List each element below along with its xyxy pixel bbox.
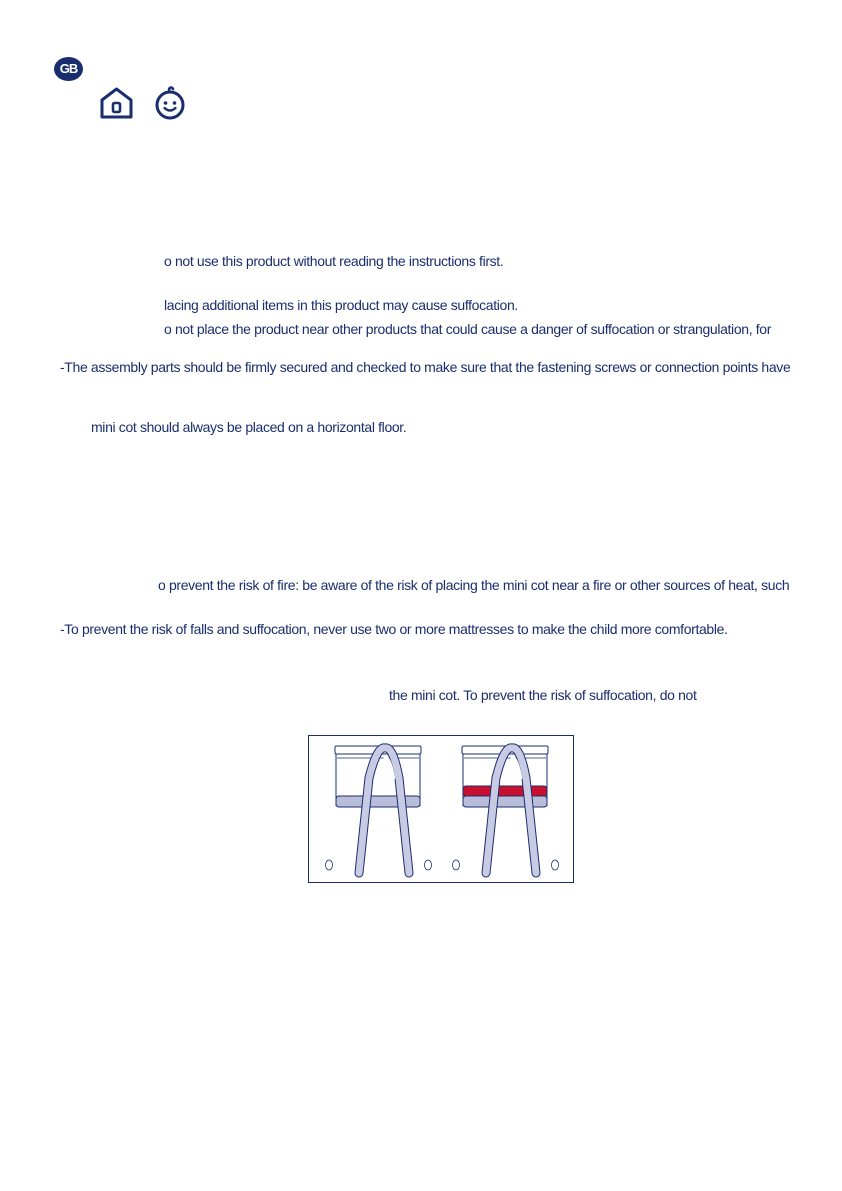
cot-single-mattress: [326, 746, 432, 873]
mattress-illustration: [308, 735, 574, 883]
extra-mattress: [463, 786, 547, 796]
instruction-line-1: o not use this product without reading the instructions first.: [164, 253, 504, 269]
instruction-line-8: the mini cot. To prevent the risk of suffocation, do not: [389, 687, 697, 703]
house-icon: [99, 86, 134, 120]
instruction-line-5: mini cot should always be placed on a horizontal floor.: [91, 419, 407, 435]
instruction-line-7: -To prevent the risk of falls and suffocation, never use two or more mattresses to make the child more comfortable.: [60, 621, 728, 637]
cot-double-mattress: [453, 746, 559, 873]
language-badge-gb: GB: [54, 57, 83, 81]
instruction-line-3: o not place the product near other products that could cause a danger of suffocation or strangulation, for: [164, 321, 772, 337]
mattress: [336, 796, 420, 807]
baby-face-icon: [153, 86, 187, 120]
instruction-line-4: -The assembly parts should be firmly secured and checked to make sure that the fastening screws or connection points have: [60, 359, 791, 375]
mattress-comparison-drawing: [309, 736, 573, 882]
instruction-line-2: lacing additional items in this product may cause suffocation.: [164, 297, 518, 313]
instruction-line-6: o prevent the risk of fire: be aware of the risk of placing the mini cot near a fire or other sources of heat, such: [158, 577, 790, 593]
mattress: [463, 796, 547, 807]
